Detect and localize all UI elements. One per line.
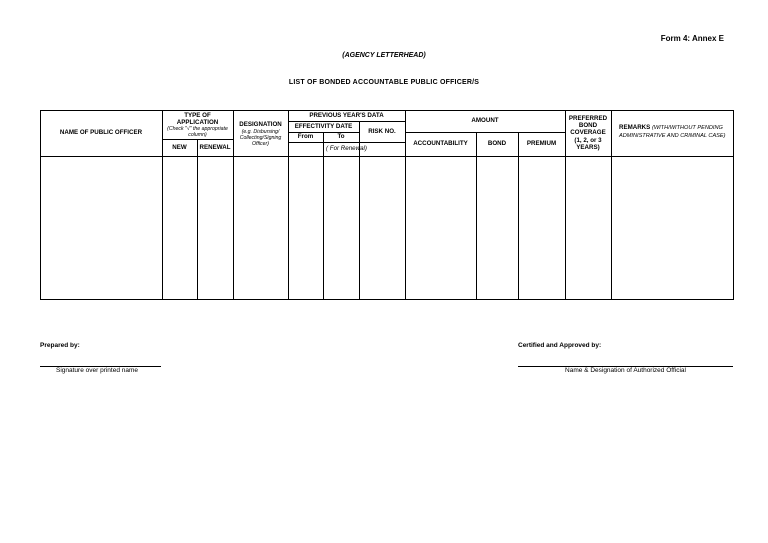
col-from: From	[297, 133, 314, 141]
authorized-official-caption: Name & Designation of Authorized Official	[565, 367, 686, 374]
designation-note: (e.g. Disbursing/ Collecting/Signing Officer)	[239, 128, 282, 147]
bonded-officers-table	[40, 110, 734, 300]
col-risk-no: RISK NO.	[368, 127, 396, 135]
agency-letterhead: (AGENCY LETTERHEAD)	[342, 52, 426, 59]
type-of-application-note: (Check "√" the appropriate column)	[167, 126, 228, 139]
col-designation	[233, 113, 288, 155]
col-amount: AMOUNT	[471, 117, 499, 125]
col-accountability: ACCOUNTABILITY	[413, 140, 468, 148]
remarks-note: (WITH/WITHOUT PENDING ADMINISTRATIVE AND CRIMINAL CASE)	[619, 125, 726, 140]
form-title: LIST OF BONDED ACCOUNTABLE PUBLIC OFFICER/S	[288, 79, 480, 86]
col-effectivity-date: EFFECTIVITY DATE	[294, 122, 353, 130]
form-label: Form 4: Annex E	[660, 34, 724, 43]
col-previous-years-data: PREVIOUS YEAR'S DATA	[309, 111, 384, 119]
for-renewal-note: ( For Renewal)	[326, 145, 367, 153]
col-new: NEW	[172, 144, 187, 152]
col-preferred-bond-coverage: PREFERRED BOND COVERAGE (1, 2, or 3 YEARS)	[568, 114, 608, 151]
col-renewal: RENEWAL	[199, 144, 231, 152]
certified-approved-label: Certified and Approved by:	[518, 342, 602, 349]
designation-label: DESIGNATION	[239, 121, 282, 129]
col-name-of-public-officer: NAME OF PUBLIC OFFICER	[59, 129, 143, 137]
col-type-of-application	[162, 112, 233, 138]
col-bond: BOND	[487, 140, 507, 148]
col-to: To	[337, 133, 345, 141]
type-of-application-label: TYPE OF APPLICATION	[176, 111, 219, 126]
remarks-label: REMARKS	[619, 124, 651, 131]
prepared-by-label: Prepared by:	[40, 342, 80, 349]
col-remarks	[611, 120, 734, 148]
col-premium: PREMIUM	[526, 140, 557, 148]
signature-over-printed-name: Signature over printed name	[56, 367, 139, 374]
